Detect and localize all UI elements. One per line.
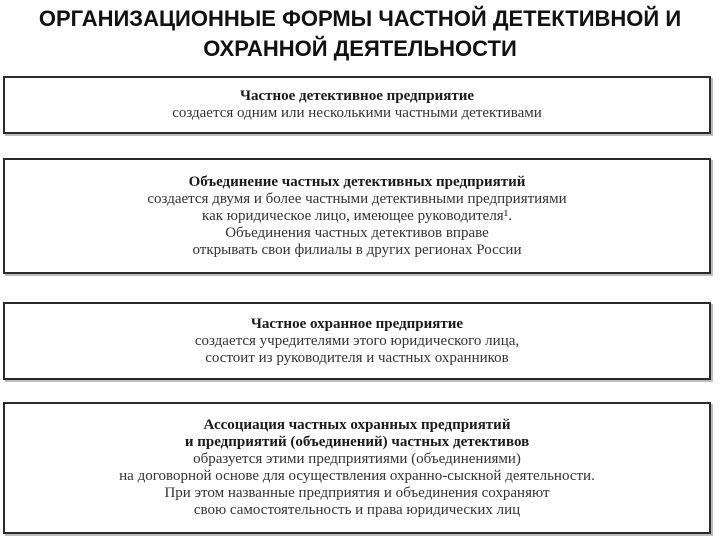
box-heading: Частное детективное предприятие [239, 88, 475, 104]
box-private-detective-enterprise [3, 76, 711, 134]
box-heading: и предприятий (объединений) частных детективов [184, 434, 530, 450]
box-heading: Частное охранное предприятие [250, 315, 464, 332]
box-association-of-detective-enterprises [3, 158, 711, 274]
box-text-line: свою самостоятельность и права юридических лиц [193, 502, 521, 518]
box-text-line: создается учредителями этого юридического лица, [194, 332, 520, 349]
box-heading: Объединение частных детективных предприятий [188, 173, 526, 190]
page-title [0, 4, 720, 64]
page-title-line-2: ОХРАННОЙ ДЕЯТЕЛЬНОСТИ [203, 36, 517, 61]
box-text-line: на договорной основе для осуществления охранно-сыскной деятельности. [119, 468, 595, 484]
box-text-line: При этом названные предприятия и объединения сохраняют [164, 485, 550, 501]
box-text-line: открывать свои филиалы в других регионах России [192, 241, 522, 258]
box-private-security-enterprise [3, 302, 711, 380]
box-text-line: образуется этими предприятиями (объединениями) [193, 451, 521, 467]
box-association-of-security-and-detective-enterprises [3, 402, 711, 534]
box-text-line: как юридическое лицо, имеющее руководителя¹. [202, 207, 512, 224]
box-text-line: Объединения частных детективов вправе [225, 224, 489, 241]
box-text-line: состоит из руководителя и частных охранников [205, 349, 509, 366]
box-text-line: создается двумя и более частными детективными предприятиями [147, 190, 567, 207]
box-heading: Ассоциация частных охранных предприятий [203, 417, 511, 433]
page-title-line-1: ОРГАНИЗАЦИОННЫЕ ФОРМЫ ЧАСТНОЙ ДЕТЕКТИВНОЙ И [38, 6, 682, 31]
box-text-line: создается одним или несколькими частными детективами [172, 105, 542, 121]
